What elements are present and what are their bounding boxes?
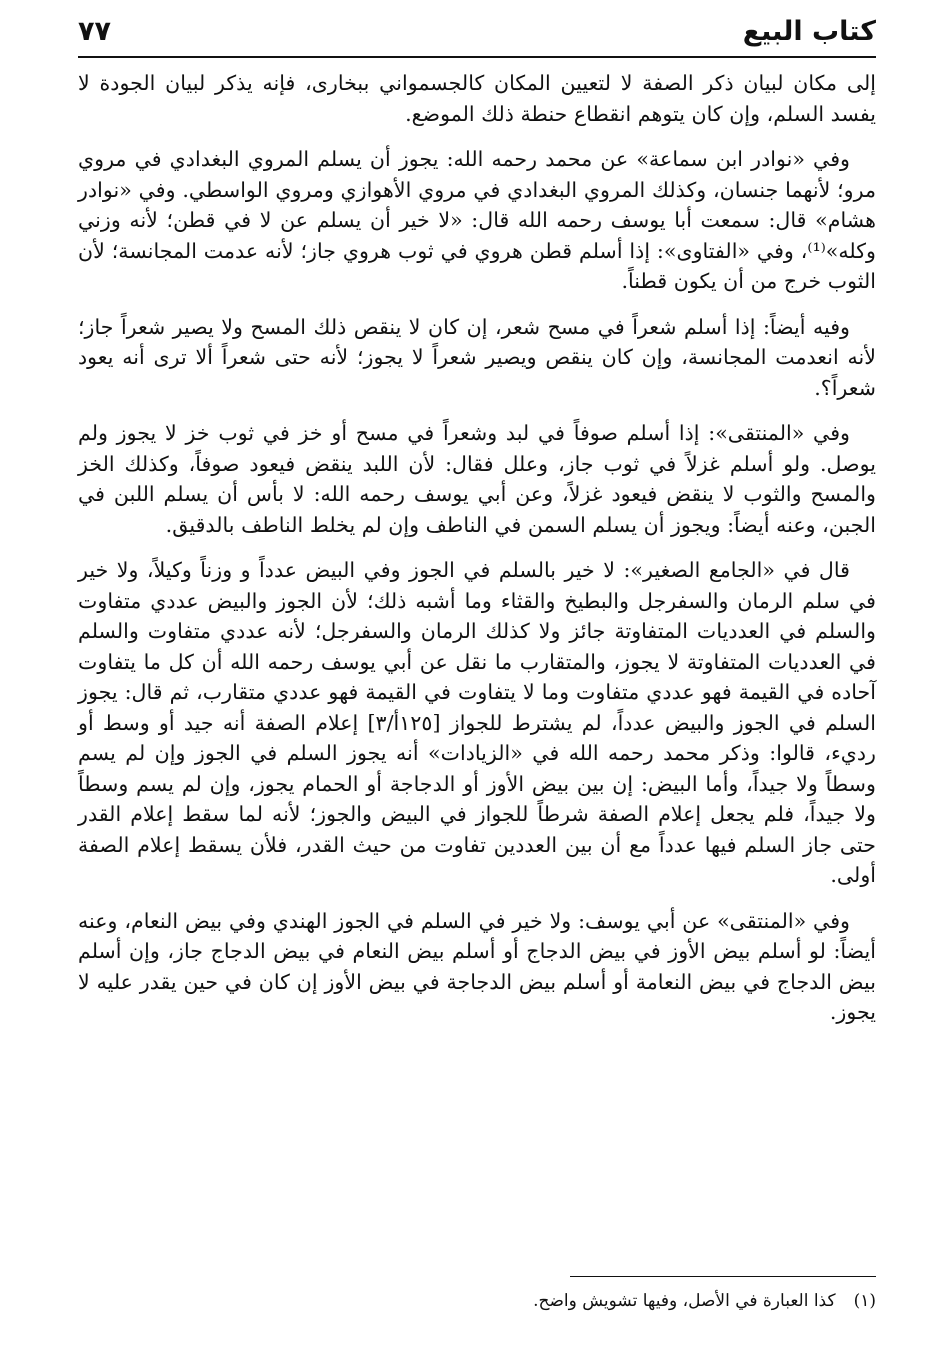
paragraph: قال في «الجامع الصغير»: لا خير بالسلم في الجوز وفي البيض عدداً و وزناً وكيلاً، ولا خير في سلم الرمان والسفرجل والبطيخ والقثاء وما أشبه ذلك؛ لأن الجوز والبيض عددي متفاوت والسلم في العدديات المتفاوتة جائز ولا كذلك الرمان والسفرجل؛ لأنه عددي متفاوت والسلم في العدديات المتفاوتة لا يجوز، والمتقارب ما نقل عن أبي يوسف رحمه الله أن كل ما يتفاوت آحاده في القيمة فهو عددي متفاوت وما لا يتفاوت في القيمة فهو عددي متقارب، ثم قال: يجوز السلم في الجوز والبيض عدداً، لم يشترط للجواز [١٢٥أ/٣] إعلام الصفة أنه جيد أو وسط أو رديء، قالوا: وذكر محمد رحمه الله في «الزيادات» أنه يجوز السلم في الجوز وإن لم يسم وسطاً ولا جيداً، وأما البيض: إن بين بيض الأوز أو الدجاجة أو الحمام يجوز، وإن لم يسم وسطاً ولا جيداً، فلم يجعل إعلام الصفة شرطاً للجواز في البيض والجوز؛ لأنه لما سقط إعلام القدر حتى جاز السلم فيها عدداً مع أن بين العددين تفاوت من حيث القدر، فلأن يسقط إعلام الصفة أولى. — [78, 558, 876, 887]
running-title: كتاب البيع — [742, 16, 876, 47]
footnote-number: (١) — [853, 1291, 876, 1311]
paragraph: إلى مكان لبيان ذكر الصفة لا لتعيين المكان كالجسمواني ببخارى، فإنه يذكر لبيان الجودة لا يفسد السلم، وإن كان يتوهم انقطاع حنطة ذلك الموضع. — [78, 71, 876, 126]
paragraph: وفي «نوادر ابن سماعة» عن محمد رحمه الله: يجوز أن يسلم المروي البغدادي في مروي مرو؛ لأنهما جنسان، وكذلك المروي البغدادي في مروي الأهوازي ومروي الواسطي. وفي «نوادر هشام» قال: سمعت أبا يوسف رحمه الله قال: «لا خير أن يسلم عن لا في قطن؛ لأنه وزني وكله»⁽¹⁾، وفي «الفتاوى»: إذا أسلم قطن هروي في ثوب هروي جاز؛ لأنه عدمت المجانسة؛ لأن الثوب خرج من أن يكون قطناً. — [78, 147, 877, 293]
main-text — [78, 68, 876, 1043]
page-header — [78, 12, 876, 56]
header-rule — [78, 56, 876, 58]
footnote-rule — [570, 1276, 876, 1277]
paragraph: وفي «المنتقى»: إذا أسلم صوفاً في لبد وشعراً في مسح أو خز في ثوب خز لا يجوز ولم يوصل. ولو أسلم غزلاً في ثوب جاز، وعلل فقال: لأن اللبد ينقض فيعود صوفاً، وكذلك الخز والمسح والثوب لا ينقض فيعود غزلاً، وعن أبي يوسف رحمه الله: لا بأس أن يسلم اللبن في الجبن، وعنه أيضاً: ويجوز أن يسلم السمن في الناطف وإن لم يخلط الناطف بالدقيق. — [78, 421, 876, 537]
paragraph: وفي «المنتقى» عن أبي يوسف: ولا خير في السلم في الجوز الهندي وفي بيض النعام، وعنه أيضاً: لو أسلم بيض الأوز في بيض الدجاج أو أسلم بيض النعام في بيض الدجاج جاز، وإن أسلم بيض الدجاج في بيض النعامة أو أسلم بيض الدجاجة في بيض الأوز إن كان في حين يقدر عليه لا يجوز. — [78, 908, 876, 1024]
paragraph: وفيه أيضاً: إذا أسلم شعراً في مسح شعر، إن كان لا ينقص ذلك المسح ولا يصير شعراً جاز؛ لأنه انعدمت المجانسة، وإن كان ينقص ويصير شعراً لا يجوز؛ لأنه حتى شعراً ألا ترى أنه يعود شعراً؟. — [78, 314, 876, 400]
footnote-text: كذا العبارة في الأصل، وفيها تشويش واضح. — [533, 1291, 836, 1311]
footnote — [78, 1288, 876, 1314]
page-number: ٧٧ — [78, 16, 111, 47]
